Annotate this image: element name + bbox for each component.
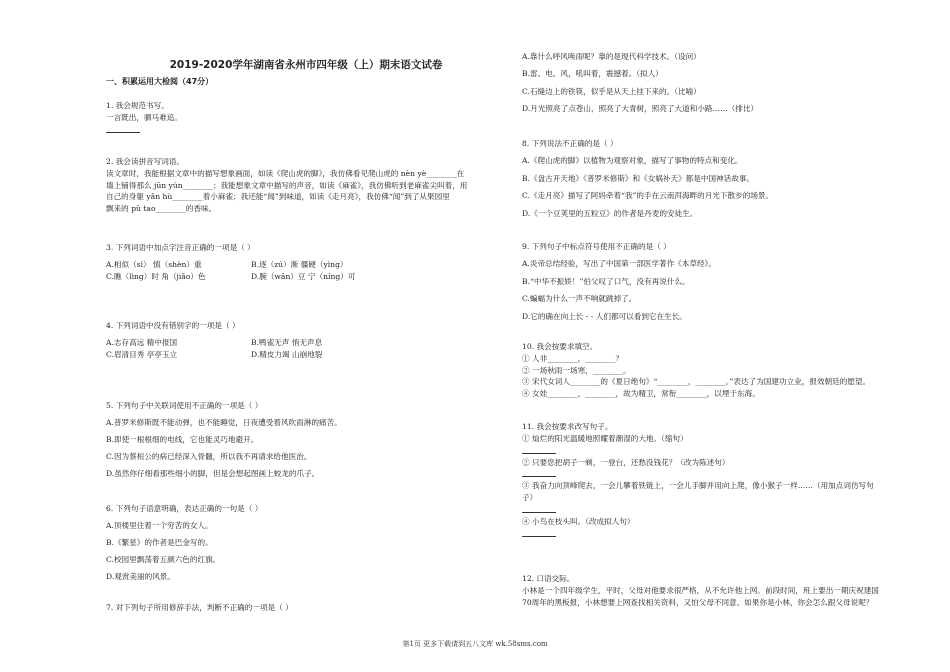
option-d: D.月光照亮了点苍山，照亮了大青树，照亮了大道和小路……（排比） [522,104,759,114]
option-d: D.腕（wǎn）豆 宁（níng）可 [251,271,356,281]
question-text: 飘来的 pǔ tao________的香味。 [106,204,217,214]
question-3 [106,242,411,282]
option-d: D.它的确在向上长 - - 人们都可以看到它在生长。 [522,311,687,321]
option-a: A.顶楼里住着一个穷苦的女人。 [106,521,213,531]
question-text: ④ 女娃________，________，故为精卫，常衔________，以堙于东海。 [522,389,760,399]
option-b: B.鸭雀无声 悄无声息 [251,337,323,347]
question-text: 70周年的黑板报，小林想要上网查找相关资料，又怕父母不同意。如果你是小林，你会怎么跟父母说呢？ [522,597,874,607]
question-text: ④ 小鸟在枝头叫。（改成拟人句） [522,516,635,526]
option-a: A.《爬山虎的脚》以植物为观察对象，描写了事物的特点和变化。 [522,156,743,166]
option-a: A.靠什么呼风唤雨呢？靠的是现代科学技术。（设问） [522,52,701,61]
option-a: A.相似（sì） 慎（shèn）重 [106,259,202,269]
option-b: B.《盘古开天地》《普罗米修斯》和《女娲补天》都是中国神话故事。 [522,173,755,183]
question-7-options [522,48,758,118]
option-c: C.蝙蝠为什么一声不响就跳掉了。 [522,294,637,304]
option-b: B.《繁星》的作者是巴金写的。 [106,538,213,548]
question-5 [106,397,342,482]
question-text: 读文章时，我能根据文章中的描写想象画面，如读《爬山虎的脚》，我仿佛看见爬山虎的 nèn yè________在 [106,168,465,178]
answer-line [522,528,556,537]
option-b: B.雷、电、风，吼叫着，震撼着。（拟人） [522,69,663,79]
question-text: 自己的身躯 yǎn hù________着小麻雀；我还能“闻”到味道，如读《走月亮》，我仿佛“闻”到了从果园里 [106,192,450,202]
answer-line [522,504,556,513]
option-c: C.瞧（lìng）时 角（jiǎo）色 [106,271,206,281]
option-a: A.普罗米修斯既不能动弹，也不能睡觉，日夜遭受着风吹雨淋的痛苦。 [106,418,342,428]
answer-line [522,468,556,477]
question-4 [106,320,411,360]
option-d: D.观赏美丽的风景。 [106,572,175,582]
question-stem: 4. 下列词语中没有错别字的一项是（ ） [106,321,240,330]
page-footer: 第1页 更多下载请到五八文库 wk.58sms.com [402,640,548,648]
question-7 [106,602,293,614]
question-stem: 5. 下列句子中关联词使用不正确的一项是（ ） [106,401,263,410]
question-stem: 1. 我会规范书写。 [106,101,169,110]
question-10 [522,341,870,400]
option-a: A.志存高远 精中报国 [106,337,178,347]
option-b: B.“中华不振娇！”伯父叹了口气，没有再说什么。 [522,276,690,286]
exam-title: 2019-2020学年湖南省永州市四年级（上）期末语文试卷 [169,59,443,71]
question-6 [106,500,262,585]
question-text: 一言既出，驷马难追。 [106,112,182,122]
question-stem: 10. 我会按要求填空。 [522,342,598,351]
option-c: C.校园里飘荡着五颜六色的红旗。 [106,555,221,565]
question-text: 子） [522,493,538,503]
question-text: 小林是一个四年级学生，平时，父母对他要求很严格，从不允许他上网。前段时间，班上要出一期庆祝建国 [522,585,879,595]
question-2 [106,156,467,215]
question-text: ③ 宋代女词人________的《夏日绝句》“________，________。”表达了为国建功立业，报效朝廷的愿望。 [522,377,871,387]
option-c: C.《走月亮》描写了阿妈牵着“我”的手在云南洱海畔的月光下散步的场景。 [522,191,774,201]
question-11 [522,421,874,537]
option-d: D.《一个豆荚里的五粒豆》的作者是丹麦的安徒生。 [522,208,698,218]
option-d: D.虽然你仔细看那些细小的脚，但是会想起图画上蛟龙的爪子。 [106,469,320,479]
option-c: C.石缝边上的铁筷，似乎是从天上挂下来的。（比喻） [522,86,701,96]
option-b: B.逐（zú）渐 僵硬（yìng） [251,259,348,269]
question-stem: 3. 下列词语中加点字注音正确的一项是（ ） [106,243,255,252]
question-8 [522,135,773,222]
question-stem: 11. 我会按要求改写句子。 [522,422,613,431]
question-12 [522,573,879,608]
question-stem: 8. 下列说法不正确的是（ ） [522,139,618,148]
question-stem: 2. 我会读拼音写词语。 [106,157,185,166]
question-text: ② 一场秋雨一场寒，________。 [522,365,631,375]
question-text: ① 人非________，________？ [522,353,624,363]
answer-line [522,445,556,454]
answer-line [106,124,140,133]
question-stem: 12. 口语交际。 [522,574,575,583]
question-text: ② 只要您把胡子一剃，一登台，还愁没钱花？（改为陈述句） [522,457,730,467]
question-1 [106,100,182,133]
question-text: ① 灿烂的阳光温暖地照耀着潮湿的大地。（缩句） [522,433,688,443]
question-9 [522,238,716,325]
section-heading: 一、积累运用大检阅（47分） [106,77,214,86]
option-d: D.精皮力竭 山崩地裂 [251,349,323,359]
question-stem: 9. 下列句子中标点符号使用不正确的是（ ） [522,242,671,251]
question-text: 墙上铺得那么 jūn yún________；我能想象文章中描写的声音，如读《麻雀》，我仿佛听到老麻雀尖叫着，用 [106,180,468,190]
option-c: C.因为蔡桓公的病已经深入骨髓，所以我不再请求给他医治。 [106,452,312,462]
question-stem: 7. 对下列句子所用修辞手法，判断不正确的一项是（ ） [106,603,293,612]
question-stem: 6. 下列句子语意明确，表达正确的一句是（ ） [106,504,263,513]
option-a: A.炎帝总结经验，写出了中国第一部医学著作《本草经》。 [522,259,716,269]
question-text: ③ 我奋力向顶峰爬去，一会儿攀着铁链上，一会儿手脚并用向上爬，像小猴子一样……（用加点词仿写句 [522,481,874,491]
option-c: C.眉清目秀 亭亭玉立 [106,349,178,359]
option-b: B.即使一根根细的电线，它也能灵巧地避开。 [106,435,259,445]
